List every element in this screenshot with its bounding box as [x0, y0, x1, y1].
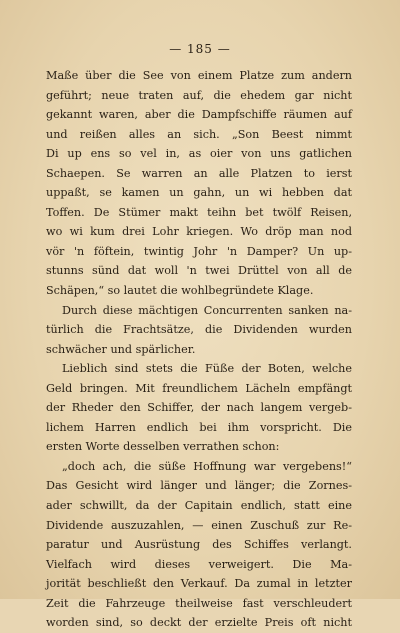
text-line: Di up ens so vel in, as oier von uns gatlichen [46, 147, 352, 161]
text-line: ader schwillt, da der Capitain endlich, statt eine [46, 499, 352, 513]
paragraph-first-line: Lieblich sind stets die Füße der Boten, welche [62, 362, 352, 376]
text-line: der Rheder den Schiffer, der nach langem vergeb- [46, 401, 352, 415]
text-line: Geld bringen. Mit freundlichem Lächeln empfängt [46, 381, 352, 395]
text-line: stunns sünd dat woll 'n twei Drüttel von all de [46, 264, 352, 278]
text-line: Schaepen. Se warren an alle Platzen to ierst [46, 166, 352, 180]
text-line: jorität beschließt den Verkauf. Da zumal in letzter [46, 577, 352, 591]
text-line: Toffen. De Stümer makt teihn bet twölf Reisen, [46, 205, 352, 219]
text-line: Vielfach wird dieses verweigert. Die Ma- [46, 557, 352, 571]
body-text [46, 66, 352, 633]
text-line: und reißen alles an sich. „Son Beest nimmt [46, 127, 352, 141]
text-line: uppaßt, se kamen un gahn, un wi hebben dat [46, 186, 352, 200]
text-line: Schäpen,“ so lautet die wohlbegründete Klage. [46, 284, 314, 298]
text-line: türlich die Frachtsätze, die Dividenden wurden [46, 323, 352, 337]
text-line: Zeit die Fahrzeuge theilweise fast verschleudert [46, 596, 352, 610]
quote-line: „doch ach, die süße Hoffnung war vergebens!“ [62, 459, 352, 473]
text-line: gekannt waren, aber die Dampfschiffe räumen auf [46, 108, 352, 122]
text-line: vör 'n föftein, twintig Johr 'n Damper? Un up- [46, 244, 352, 258]
text-line: Dividende auszuzahlen, — einen Zuschuß zur Re- [46, 518, 352, 532]
text-line: paratur und Ausrüstung des Schiffes verlangt. [46, 538, 352, 552]
text-line: geführt; neue traten auf, die ehedem gar nicht [46, 88, 352, 102]
text-line: Das Gesicht wird länger und länger; die Zornes- [46, 479, 352, 493]
text-line: worden sind, so deckt der erzielte Preis oft nicht [46, 616, 352, 630]
text-line: wo wi kum drei Lohr kriegen. Wo dröp man nod [46, 225, 352, 239]
text-line: schwächer und spärlicher. [46, 342, 196, 356]
text-line: lichem Harren endlich bei ihm vorspricht. Die [46, 420, 352, 434]
text-line: ersten Worte desselben verrathen schon: [46, 440, 280, 454]
page-number: — 185 — [169, 42, 231, 56]
text-line: Maße über die See von einem Platze zum andern [46, 69, 352, 82]
paragraph-first-line: Durch diese mächtigen Concurrenten sanken na- [62, 303, 352, 317]
